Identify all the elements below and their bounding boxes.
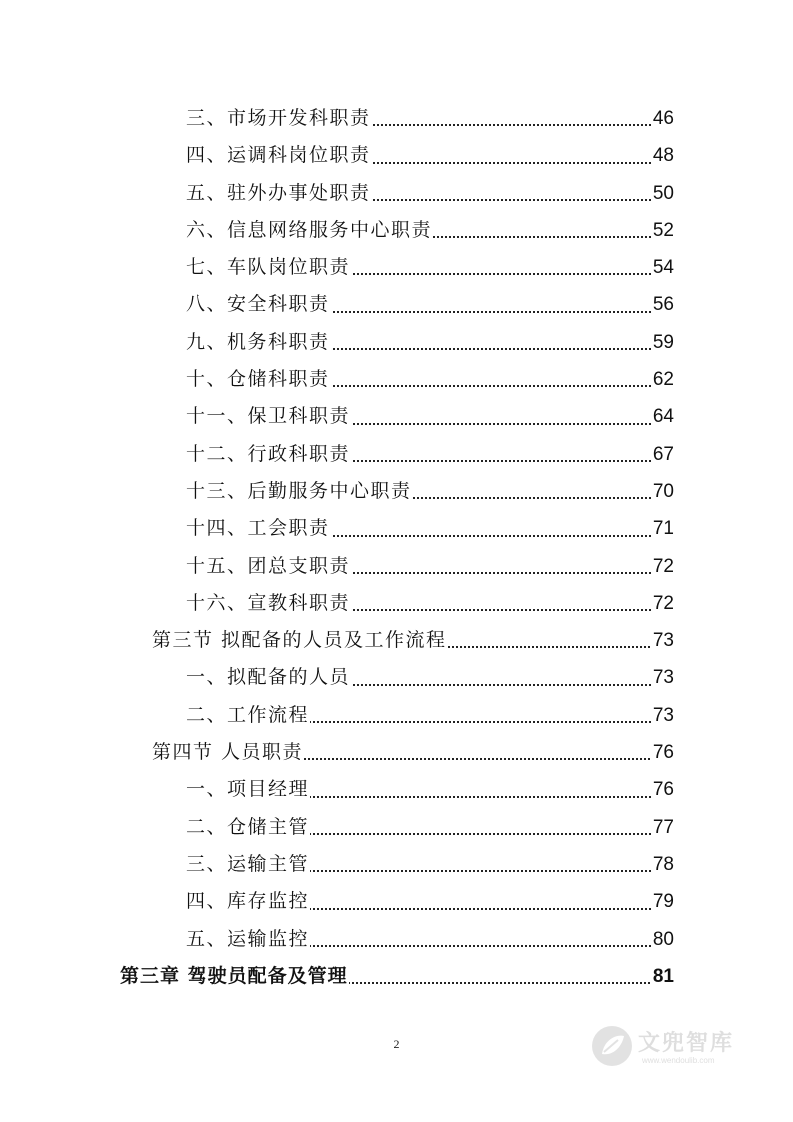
toc-entry-page: 72 (652, 548, 674, 585)
toc-entry-page: 48 (652, 137, 674, 174)
watermark-url: www.wendoulib.com (642, 1056, 715, 1065)
toc-entry-title: 十四、工会职责 (186, 510, 331, 547)
toc-entry-title: 第三章 驾驶员配备及管理 (120, 958, 349, 995)
toc-entry[interactable] (0, 958, 793, 995)
toc-entry-title: 七、车队岗位职责 (186, 249, 351, 286)
toc-entry-title: 九、机务科职责 (186, 324, 331, 361)
toc-entry-page: 70 (652, 473, 674, 510)
toc-entry-title: 二、仓储主管 (186, 809, 310, 846)
toc-entry-page: 79 (652, 883, 674, 920)
toc-entry-title: 三、市场开发科职责 (186, 100, 372, 137)
toc-entry[interactable] (0, 622, 793, 659)
toc-entry-page: 78 (652, 846, 674, 883)
toc-entry-page: 71 (652, 510, 674, 547)
toc-entry-page: 50 (652, 175, 674, 212)
toc-entry-page: 80 (652, 921, 674, 958)
toc-entry-title: 四、运调科岗位职责 (186, 137, 372, 174)
toc-entry-title: 八、安全科职责 (186, 286, 331, 323)
toc-entry-title: 十、仓储科职责 (186, 361, 331, 398)
toc-entry-page: 54 (652, 249, 674, 286)
toc-entry-title: 第四节 人员职责 (152, 734, 304, 771)
toc-entry-title: 第三节 拟配备的人员及工作流程 (152, 622, 448, 659)
toc-entry-title: 一、拟配备的人员 (186, 659, 351, 696)
toc-entry-page: 73 (652, 697, 674, 734)
toc-entry-page: 76 (652, 771, 674, 808)
toc-entry[interactable] (0, 212, 793, 249)
toc-entry-page: 59 (652, 324, 674, 361)
toc-entry-title: 二、工作流程 (186, 697, 310, 734)
toc-entry-title: 十三、后勤服务中心职责 (186, 473, 413, 510)
toc-entry-title: 五、驻外办事处职责 (186, 175, 372, 212)
toc-entry-page: 52 (652, 212, 674, 249)
toc-entry-page: 73 (652, 622, 674, 659)
toc-entry-page: 81 (652, 958, 674, 995)
toc-entry-title: 十一、保卫科职责 (186, 398, 351, 435)
toc-entry-page: 77 (652, 809, 674, 846)
toc-entry-page: 64 (652, 398, 674, 435)
toc-entry-page: 76 (652, 734, 674, 771)
toc-entry-title: 五、运输监控 (186, 921, 310, 958)
toc-entry-page: 67 (652, 436, 674, 473)
watermark (590, 1018, 760, 1078)
table-of-contents (0, 100, 793, 995)
toc-entry-title: 三、运输主管 (186, 846, 310, 883)
toc-entry-title: 十二、行政科职责 (186, 436, 351, 473)
toc-entry-page: 46 (652, 100, 674, 137)
toc-entry-page: 72 (652, 585, 674, 622)
toc-entry-title: 一、项目经理 (186, 771, 310, 808)
watermark-text: 文兜智库 (638, 1031, 735, 1056)
toc-entry-title: 四、库存监控 (186, 883, 310, 920)
toc-entry-page: 62 (652, 361, 674, 398)
toc-entry-title: 十五、团总支职责 (186, 548, 351, 585)
toc-entry[interactable] (0, 473, 793, 510)
toc-entry-page: 56 (652, 286, 674, 323)
page-number: 2 (393, 1037, 400, 1051)
toc-entry-title: 十六、宣教科职责 (186, 585, 351, 622)
toc-entry-title: 六、信息网络服务中心职责 (186, 212, 433, 249)
toc-entry-page: 73 (652, 659, 674, 696)
leaf-logo-icon (590, 1024, 634, 1068)
